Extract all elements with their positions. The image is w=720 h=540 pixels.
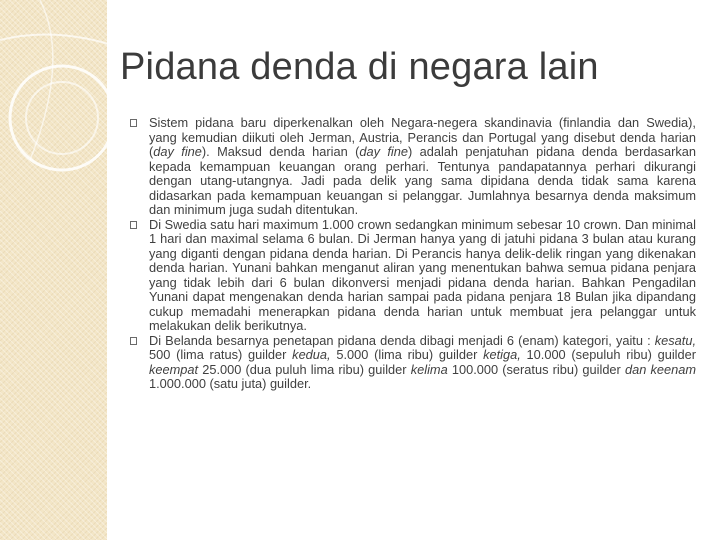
decorative-side-band	[0, 0, 107, 540]
text-segment: 25.000 (dua puluh lima ribu) guilder	[198, 361, 411, 377]
italic-term: dan keenam	[624, 361, 696, 377]
bullet-item	[130, 218, 696, 334]
text-segment: 100.000 (seratus ribu) guilder	[447, 361, 625, 377]
italic-term: kedua,	[292, 347, 331, 362]
italic-term: ketiga,	[483, 347, 521, 362]
bullet-text	[149, 334, 696, 392]
italic-term: kelima	[410, 361, 448, 377]
text-segment: 500 (lima ratus) guilder	[149, 347, 293, 362]
bullet-item	[130, 334, 696, 392]
text-segment: 5.000 (lima ribu) guilder	[330, 347, 484, 362]
bullet-item	[130, 116, 696, 218]
slide-title: Pidana denda di negara lain	[120, 46, 599, 88]
italic-term: kesatu,	[654, 332, 696, 348]
italic-term: keempat	[149, 361, 199, 377]
bullet-text	[149, 116, 696, 218]
hollow-square-bullet-icon	[130, 221, 137, 229]
text-segment: 10.000 (sepuluh ribu) guilder	[520, 347, 696, 362]
text-segment: Di Swedia satu hari maximum 1.000 crown sedangkan minimum sebesar 10 crown. Dan minimal 1 hari dan maximal selama 6 bulan. Di Jerman hanya yang di jatuhi pidana 3 bulan atau kurang yang diganti dengan pidana denda harian. Di Perancis hanya delik-delik ringan yang dikenakan denda harian. Yunani bahkan menganut aliran yang menentukan bahwa semua pidana penjara yang tidak lebih dari 6 bulan dikonversi menjadi pidana denda harian. Bahkan Pengadilan Yunani dapat mengenakan denda harian sampai pada pidana penjara 18 Bulan jika dipandang cukup memadahi menerapkan pidana denda harian untuk membuat jera pelanggar untuk melakukan delik berikutnya.	[149, 216, 696, 333]
text-segment: Di Belanda besarnya penetapan pidana denda dibagi menjadi 6 (enam) kategori, yaitu :	[149, 332, 655, 348]
text-segment: Sistem pidana baru diperkenalkan oleh Negara-negera skandinavia (finlandia dan Swedia), yang kemudian diikuti oleh Jerman, Austria, Perancis dan Portugal yang disebut denda harian (	[149, 115, 696, 159]
slide-content	[130, 116, 696, 392]
text-segment: 1.000.000 (satu juta) guilder.	[149, 376, 312, 391]
hollow-square-bullet-icon	[130, 119, 137, 127]
bullet-text	[149, 218, 696, 334]
text-segment: ). Maksud denda harian (	[201, 144, 360, 159]
text-segment: ) adalah penjatuhan pidana denda berdasarkan kepada kemampuan keuangan orang perhari. Tentunya pandapatannya perhari dikurangi dengan utang-utangnya. Jadi pada delik yang sama dipidana denda tidak sama karena didasarkan pada kemampuan keuangan si pelanggar. Jumlahnya besarnya denda maksimum dan minimum juga sudah ditentukan.	[149, 144, 696, 217]
italic-term: day fine	[153, 144, 202, 159]
bullet-list	[130, 116, 696, 392]
hollow-square-bullet-icon	[130, 337, 137, 345]
italic-term: day fine	[359, 144, 408, 159]
